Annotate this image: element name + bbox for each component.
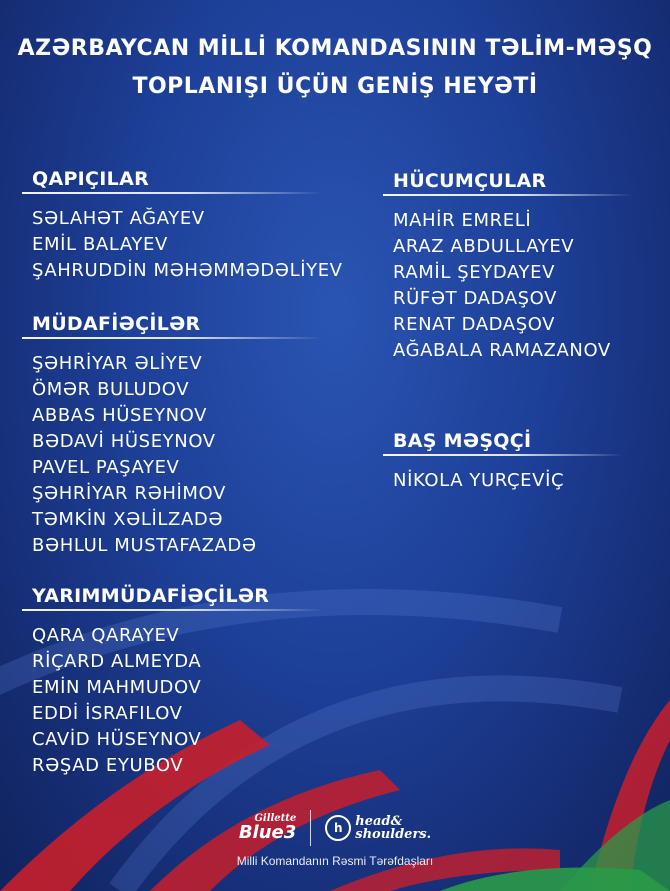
section-midfielders [22,585,322,779]
section-title: HÜCUMÇULAR [393,170,547,192]
player-name: CAVİD HÜSEYNOV [32,729,202,750]
section-title: BAŞ MƏŞQÇİ [393,430,532,452]
player-name: TƏMKİN XƏLİLZADƏ [32,509,224,530]
section-divider [383,454,623,456]
player-name: EDDİ İSRAFILOV [32,703,183,724]
sponsor-divider [310,810,311,846]
player-name: RƏŞAD EYUBOV [32,755,184,776]
header-line-1: AZƏRBAYCAN MİLLİ KOMANDASININ TƏLİM-MƏŞQ [17,36,653,61]
section-title: YARIMMÜDAFİƏÇİLƏR [32,585,270,607]
player-name: MAHİR EMRELİ [393,210,532,231]
player-name: ÖMƏR BULUDOV [32,379,190,400]
player-name: PAVEL PAŞAYEV [32,457,180,478]
section-divider [22,337,322,339]
section-goalkeepers [22,168,343,284]
section-divider [22,192,322,194]
player-name: ARAZ ABDULLAYEV [393,236,575,257]
player-name: BƏHLUL MUSTAFAZADƏ [32,535,257,556]
hs-wordmark-line1: head& [355,814,403,829]
gillette-wordmark: Gillette [254,813,297,824]
section-divider [22,609,322,611]
player-name: EMİN MAHMUDOV [32,677,202,698]
section-title: QAPIÇILAR [32,168,150,190]
player-name: RÜFƏT DADAŞOV [393,288,558,309]
player-name: ŞƏHRİYAR RƏHİMOV [32,483,226,504]
player-name: AĞABALA RAMAZANOV [393,340,611,361]
partners-caption: Milli Komandanın Rəsmi Tərəfdaşları [236,854,434,868]
player-name: RİÇARD ALMEYDA [32,651,202,672]
player-name: ABBAS HÜSEYNOV [32,405,208,426]
player-name: QARA QARAYEV [32,625,180,646]
player-name: BƏDAVİ HÜSEYNOV [32,431,216,452]
section-divider [383,194,633,196]
player-name: RAMİL ŞEYDAYEV [393,262,556,283]
hs-circle-icon: h [325,815,351,841]
hs-wordmark [355,815,431,841]
player-name: EMİL BALAYEV [32,234,168,255]
player-name: SƏLAHƏT AĞAYEV [32,208,205,229]
sponsor-logos [0,810,670,846]
hs-wordmark-line2: shoulders. [355,827,432,842]
player-name: NİKOLA YURÇEVİÇ [393,470,565,491]
player-name: ŞƏHRİYAR ƏLİYEV [32,353,203,374]
head-and-shoulders-logo [325,815,431,841]
gillette-logo [239,814,296,842]
section-defenders [22,313,322,559]
section-title: MÜDAFİƏÇİLƏR [32,313,201,335]
page-header [0,30,670,106]
blue3-wordmark: Blue3 [238,822,297,843]
section-forwards [383,170,633,364]
sponsors-footer [0,810,670,868]
section-head-coach [383,430,623,494]
player-name: ŞAHRUDDİN MƏHƏMMƏDƏLİYEV [32,260,343,281]
player-name: RENAT DADAŞOV [393,314,556,335]
header-line-2: TOPLANIŞI ÜÇÜN GENİŞ HEYƏTİ [132,74,538,99]
